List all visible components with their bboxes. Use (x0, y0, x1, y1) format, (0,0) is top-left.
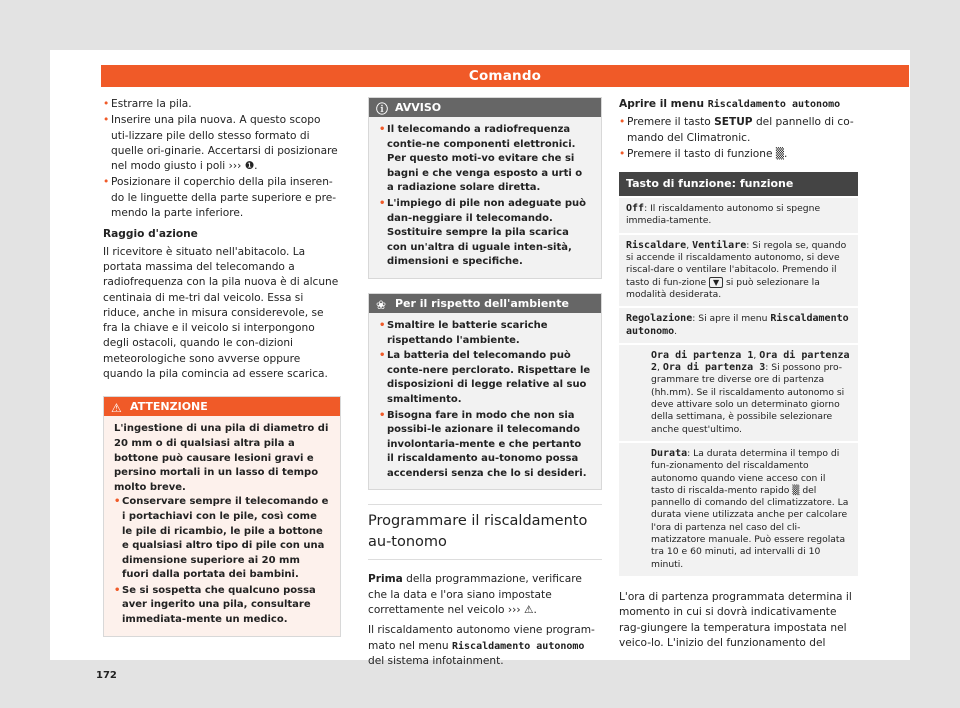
function-table (619, 172, 858, 576)
warning-title: ATTENZIONE (130, 400, 208, 414)
warning-icon: ⚠ (111, 401, 122, 416)
table-row (619, 308, 858, 343)
table-row: Riscaldare, Ventilare: Si regola se, quando si accende il riscaldamento autonomo, si deve riscal-dare o ventilare l'abitacolo. Premendo il tasto di fun-zione ▼ si può selezionare la modalità desiderata. (619, 235, 858, 306)
environment-icon: ❀ (376, 297, 387, 312)
bullet-item (619, 115, 858, 146)
paragraph (368, 623, 602, 669)
key-label: Ora di partenza 1 (651, 349, 754, 361)
column-right (619, 97, 858, 651)
environment-bullet: • La batteria del telecomando può conte-nere perclorato. Rispettare le disposizioni di legge relative al suo smaltimento. (379, 349, 591, 407)
row-text: : Si apre il menu (692, 313, 771, 325)
page-number: 172 (96, 670, 117, 681)
row-text: . (674, 325, 678, 337)
environment-bullet: • Smaltire le batterie scariche rispettando l'ambiente. (379, 319, 591, 348)
row-text: : La durata determina il tempo di fun-zionamento del riscaldamento autonomo quando viene acceso con il tasto di riscalda-mento rapido ▒ del pannello di comando del climatizzatore. La durata viene utilizzata anche per calcolare l'ora di partenza nel caso del cli-matizzatore manuale. Può essere regolata tra 10 e 60 minuti, ad intervalli di 10 minuti. (651, 447, 849, 570)
table-row: Ora di partenza 1, Ora di partenza 2, Ora di partenza 3: Si possono pro-grammare tre diverse ore di partenza (hh.mm). Se il riscaldamento autonomo si deve attivare solo un determinato giorno della settimana, è possibile selezionare anche quest'ultimo. (619, 345, 858, 441)
info-icon: ⓘ (376, 102, 389, 116)
column-middle (368, 97, 602, 669)
key-label: Ventilare (692, 239, 747, 251)
chevron-down-icon: ▼ (709, 277, 723, 288)
bullet-item: • Premere il tasto di funzione ▒. (619, 147, 858, 162)
warning-intro: L'ingestione di una pila di diametro di 20 mm o di qualsiasi altra pila a bottone può causare lesioni gravi e persino mortali in un lasso di tempo molto breve. (114, 423, 329, 493)
table-row (619, 443, 858, 576)
environment-title: Per il rispetto dell'ambiente (395, 296, 569, 310)
environment-bullet: • Bisogna fare in modo che non sia possibi-le azionare il telecomando involontaria-mente e che pertanto il riscaldamento au-tonomo possa accendersi senza che lo si desideri. (379, 409, 591, 482)
notice-body (369, 117, 601, 278)
bullet-item: • Estrarre la pila. (103, 97, 341, 112)
paragraph: L'ora di partenza programmata determina il momento in cui si dovrà indicativamente rag-giungere la temperatura impostata nel veico-lo. L'inizio del funzionamento del (619, 590, 852, 649)
subheading: Raggio d'azione (103, 228, 198, 241)
warning-header (104, 397, 340, 416)
row-text: : Si possono pro-grammare tre diverse ore di partenza (hh.mm). Se il riscaldamento autonomo si deve attivare solo un determinato giorno della settimana, è possibile selezionare anche quest'ultimo. (651, 362, 845, 435)
row-text: si può selezionare la modalità desiderata. (626, 276, 820, 300)
bold-lead: Prima (368, 573, 403, 586)
paragraph: Il ricevitore è situato nell'abitacolo. La portata massima del telecomando a radiofrequenza con la pila nuova è di alcune centinaia di me-tri dal veicolo. Essa si riduce, anche in misura considerevole, se fra la chiave e il veicolo si interpongono degli ostacoli, quando le con-dizioni meteorologiche sono avverse oppure quando la pila comincia ad essere scarica. (103, 245, 339, 381)
notice-box (368, 97, 602, 279)
key-label: Riscaldare (626, 239, 687, 251)
menu-name: Riscaldamento autonomo (452, 640, 585, 652)
key-label: Riscaldamento autonomo (626, 313, 849, 337)
section-heading: Programmare il riscaldamento au-tonomo (368, 504, 602, 560)
environment-body (369, 313, 601, 490)
table-header: Tasto di funzione: funzione (619, 172, 858, 196)
paragraph-text: della programmazione, verificare che la data e l'ora siano impostate correttamente nel veicolo ››› ⚠. (368, 573, 582, 617)
row-text: : Il riscaldamento autonomo si spegne immedia-tamente. (626, 203, 821, 227)
menu-name: Riscaldamento autonomo (707, 99, 841, 110)
page (50, 50, 910, 681)
subheading-text: Aprire il menu (619, 98, 708, 110)
notice-bullet: • L'impiego di pile non adeguate può dan-neggiare il telecomando. Sostituire sempre la pila scarica con un'altra di uguale inten-sità, dimensioni e specifiche. (379, 197, 591, 270)
key-label: Ora di partenza 3 (662, 362, 766, 374)
notice-bullet: • Il telecomando a radiofrequenza contie-ne componenti elettronici. Per questo moti-vo evitare che si bagni e che venga esposto a urti o a radiazione solare diretta. (379, 123, 591, 196)
page-header: Comando (101, 65, 909, 87)
warning-bullet: • Conservare sempre il telecomando e i portachiavi con le pile, così come le pile di ricambio, le pile a bottone e qualsiasi altro tipo di pile con una dimensione superiore ai 20 mm fuori dalla portata dei bambini. (114, 495, 330, 583)
key-label: Durata (651, 447, 688, 459)
notice-title: AVVISO (395, 101, 442, 114)
environment-box (368, 293, 602, 491)
key-label: Off (626, 203, 645, 215)
bullet-text: del pannello di co-mando del Climatronic. (627, 116, 854, 144)
column-left (103, 97, 341, 651)
row-text: : Si regola se, quando si accende il riscaldamento autonomo, si deve riscal-dare o ventilare l'abitacolo. Premendo il tasto di fun-zione (626, 239, 847, 288)
table-row (619, 198, 858, 233)
notice-header (369, 98, 601, 117)
key-label: Regolazione (626, 313, 693, 325)
paragraph-text: Il riscaldamento autonomo viene program-mato nel menu (368, 624, 595, 652)
bullet-text: Premere il tasto (627, 116, 715, 129)
paragraph-text: del sistema infotainment. (368, 654, 504, 667)
warning-bullet: • Se si sospetta che qualcuno possa aver ingerito una pila, consultare immediata-mente un medico. (114, 584, 330, 628)
bullet-item: • Inserire una pila nuova. A questo scopo uti-lizzare pile dello stesso formato di quelle ori-ginarie. Accertarsi di posizionare nel modo giusto i poli ››› ❶. (103, 113, 341, 174)
environment-header (369, 294, 601, 313)
setup-key-label: SETUP (714, 116, 753, 129)
key-label: Ora di partenza 2 (651, 349, 850, 374)
subheading (619, 97, 858, 112)
paragraph (368, 572, 602, 618)
warning-box (103, 396, 341, 636)
warning-body (104, 416, 340, 635)
bullet-item: • Posizionare il coperchio della pila inseren-do le linguette della parte superiore e pre-mendo la parte inferiore. (103, 175, 341, 221)
